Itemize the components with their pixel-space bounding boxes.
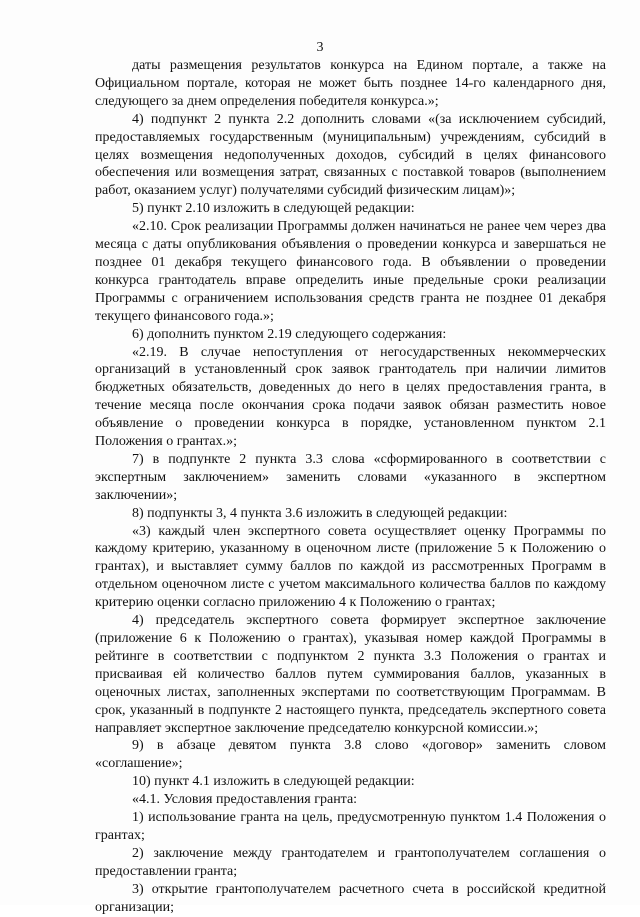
paragraph-condition-2: 2) заключение между грантодателем и грантополучателем соглашения о предоставлении гранта; <box>95 845 606 879</box>
paragraph-subitem-4: 4) председатель экспертного совета формирует экспертное заключение (приложение 6 к Положению о грантах), указывая номер каждой Программы в рейтинге в соответствии с подпунктом 2 пункта 3.3 Положения о грантах и присваивая ей количество баллов путем суммирования баллов, указанных в оценочных листах, заполненных экспертами по соответствующим Программам. В срок, указанный в подпункте 2 настоящего пункта, председатель экспертного совета направляет экспертное заключение председателю конкурсной комиссии.»; <box>95 613 606 736</box>
paragraph-clause-2-10: «2.10. Срок реализации Программы должен начинаться не ранее чем через два месяца с даты опубликования объявления о проведении конкурса и завершаться не позднее 01 декабря текущего финансового года. В объявлении о проведении конкурса грантодатель вправе определить иные предельные сроки реализации Программы с ограничением использования средств гранта не позднее 01 декабря текущего финансового года.»; <box>95 219 606 324</box>
page-number: 3 <box>316 40 324 55</box>
document-body <box>95 57 606 917</box>
paragraph-clause-2-19: «2.19. В случае непоступления от негосударственных некоммерческих организаций в установленный срок заявок грантодатель при наличии лимитов бюджетных обязательств, доведенных до него в целях предоставления гранта, в течение месяца после окончания срока подачи заявок обязан разместить новое объявление о проведении конкурса в порядке, установленном пунктом 2.1 Положения о грантах.»; <box>95 344 606 450</box>
paragraph-item-7: 7) в подпункте 2 пункта 3.3 слова «сформированного в соответствии с экспертным заключением» заменить словами «указанного в экспертном заключении»; <box>95 451 606 503</box>
paragraph-condition-1: 1) использование гранта на цель, предусмотренную пунктом 1.4 Положения о грантах; <box>95 810 606 843</box>
paragraph-item-6: 6) дополнить пунктом 2.19 следующего содержания: <box>132 326 447 342</box>
paragraph-condition-3: 3) открытие грантополучателем расчетного счета в российской кредитной организации; <box>95 881 606 915</box>
paragraph-item-8: 8) подпункты 3, 4 пункта 3.6 изложить в следующей редакции: <box>132 505 508 521</box>
paragraph-subitem-3: «3) каждый член экспертного совета осуществляет оценку Программы по каждому критерию, указанному в оценочном листе (приложение 5 к Положению о грантах), и выставляет сумму баллов по каждой из рассмотренных Программ в отдельном оценочном листе с учетом максимального количества баллов по каждому критерию оценки согласно приложению 4 к Положению о грантах; <box>95 523 606 611</box>
paragraph-item-9: 9) в абзаце девятом пункта 3.8 слово «договор» заменить словом «соглашение»; <box>95 738 606 772</box>
paragraph-item-4: 4) подпункт 2 пункта 2.2 дополнить словами «(за исключением субсидий, предоставляемых государственным (муниципальным) учреждениям, субсидий в целях возмещения недополученных доходов, субсидий в целях финансового обеспечения или возмещения затрат, связанных с поставкой товаров (выполнением работ, оказанием услуг) получателями субсидий физическим лицам)»; <box>95 111 606 199</box>
paragraph-item-10: 10) пункт 4.1 изложить в следующей редакции: <box>132 774 415 790</box>
paragraph-clause-4-1: «4.1. Условия предоставления гранта: <box>132 792 358 808</box>
paragraph-continuation: даты размещения результатов конкурса на Едином портале, а также на Официальном портале, которая не может быть позднее 14-го календарного дня, следующего за днем определения победителя конкурса.»; <box>95 58 606 109</box>
paragraph-item-5: 5) пункт 2.10 изложить в следующей редакции: <box>132 201 415 217</box>
